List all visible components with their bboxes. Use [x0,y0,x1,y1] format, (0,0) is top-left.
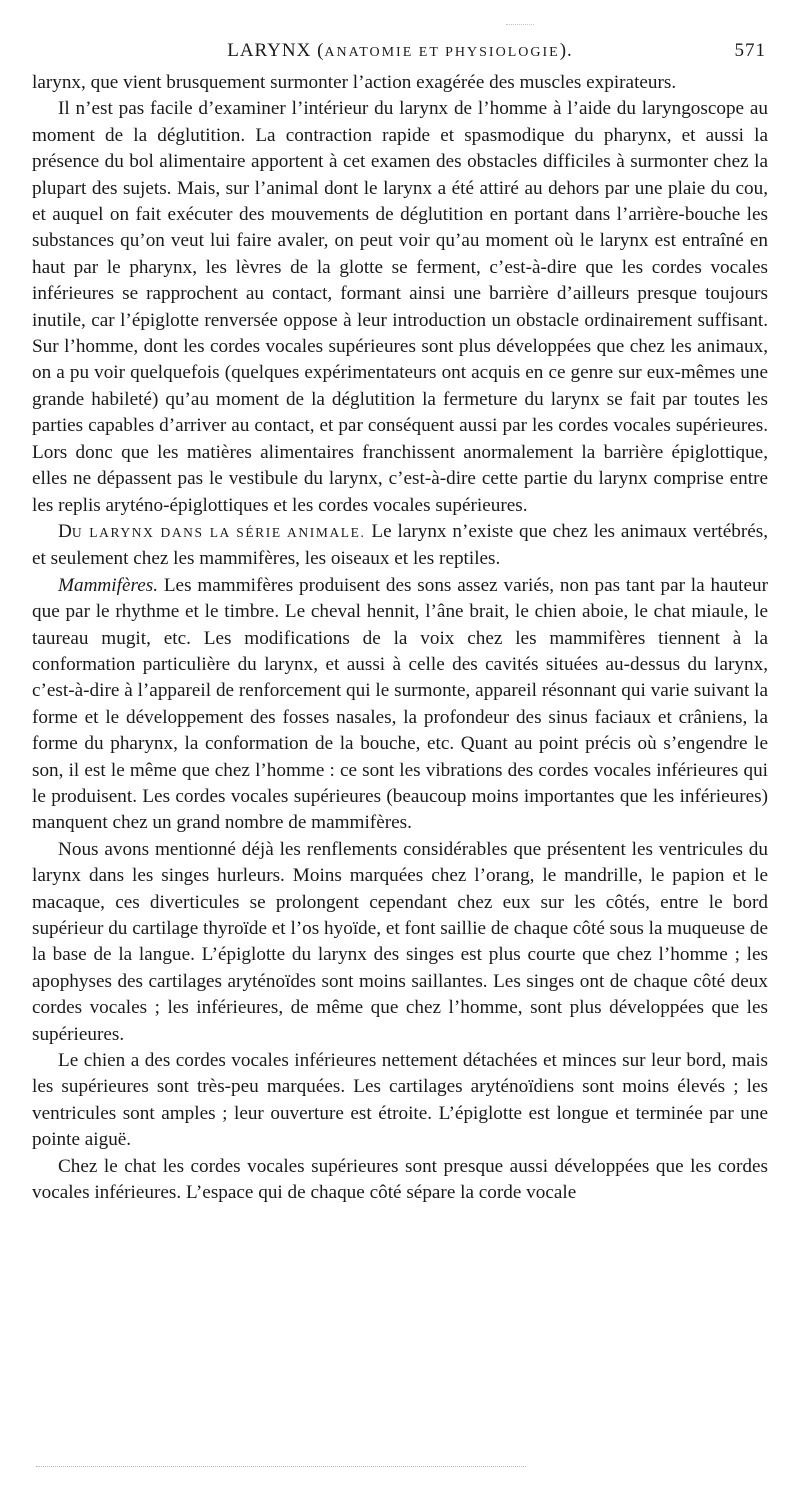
footer-print-artifact [36,1466,526,1467]
paragraph-5: Nous avons mentionné déjà les renflements considérables que présentent les ventricules du larynx dans les singes hurleurs. Moins marquées chez l’orang, le mandrille, le papion et le macaque, ces diverticules se prolongent cependant chez eux sur les côtés, entre le bord supérieur du cartilage thyroïde et l’os hyoïde, et font saillie de chaque côté sous la muqueuse de la base de la langue. L’épiglotte du larynx des singes est plus courte que chez l’homme ; les apophyses des cartilages aryténoïdes sont moins saillantes. Les singes ont de chaque côté deux cordes vocales ; les inférieures, de même que chez l’homme, sont plus développées que les supérieures. [32,838,768,1045]
running-head [32,40,768,70]
paragraph-7: Chez le chat les cordes vocales supérieures sont presque aussi développées que les cordes vocales inférieures. L’espace qui de chaque côté sépare la corde vocale [32,1155,768,1204]
subsection-heading: Mammifères. [58,574,159,596]
paragraph-3-text: Le larynx n’existe que chez les animaux vertébrés, et seulement chez les mammifères, les oiseaux et les reptiles. [32,520,768,570]
running-title-close: ). [559,40,573,61]
paragraph-2: Il n’est pas facile d’examiner l’intérieur du larynx de l’homme à l’aide du laryngoscope au moment de la déglutition. La contraction rapide et spasmodique du pharynx, et aussi la présence du bol alimentaire apportent à cet examen des obstacles difficiles à surmonter chez la plupart des sujets. Mais, sur l’animal dont le larynx a été attiré au dehors par une plaie du cou, et auquel on fait exécuter des mouvements de déglutition en portant dans l’arrière-bouche les substances qu’on veut lui faire avaler, on peut voir qu’au moment où le larynx est entraîné en haut par le pharynx, les lèvres de la glotte se ferment, c’est-à-dire que les cordes vocales inférieures se rapprochent au contact, formant ainsi une barrière d’ailleurs presque toujours inutile, car l’épiglotte renversée oppose à leur introduction un obstacle ordinairement suffisant. Sur l’homme, dont les cordes vocales supérieures sont plus développées que chez les animaux, on a pu voir quelquefois (quelques expérimentateurs ont acquis en ce genre sur eux-mêmes une grande habileté) qu’au moment de la déglutition la fermeture du larynx se fait par toutes les parties capables d’arriver au contact, et par conséquent aussi par les cordes vocales supérieures. Lors donc que les matières alimentaires franchissent anormalement la barrière épiglottique, elles ne dépassent pas le vestibule du larynx, c’est-à-dire cette partie du larynx comprise entre les replis aryténo-épiglottiques et les cordes vocales supérieures. [32,98,768,516]
section-heading: U LARYNX DANS LA SÉRIE ANIMALE. [71,524,366,540]
paragraph-3 [32,519,768,573]
paragraph-4-text: Les mammifères produisent des sons assez variés, non pas tant par la hauteur que par le rhythme et le timbre. Le cheval hennit, l’âne brait, le chien aboie, le chat miaule, le taureau mugit, etc. Les modifications de la voix chez les mammifères tiennent à la conformation particulière du larynx, et aussi à celle des cavités situées au-dessus du larynx, c’est-à-dire à l’appareil de renforcement qui le surmonte, appareil résonnant qui varie suivant la forme et le développement des fosses nasales, la profondeur des sinus faciaux et crâniens, la forme du pharynx, la conformation de la bouche, etc. Quant au point précis où s’engendre le son, il est le même que chez l’homme : ce sont les vibrations des cordes vocales inférieures qui le produisent. Les cordes vocales supérieures (beaucoup moins importantes que les inférieures) manquent chez un grand nombre de mammifères. [32,574,768,834]
running-title [32,40,768,62]
section-heading-initial: D [58,520,72,542]
running-title-subtitle: ANATOMIE ET PHYSIOLOGIE [324,45,560,60]
book-page [32,40,768,1206]
body-text [32,70,768,1206]
page-number: 571 [734,40,766,61]
running-title-main: LARYNX ( [227,40,325,61]
paragraph-4 [32,573,768,837]
paragraph-6: Le chien a des cordes vocales inférieures nettement détachées et minces sur leur bord, mais les supérieures sont très-peu marquées. Les cartilages aryténoïdiens sont moins élevés ; les ventricules sont amples ; leur ouverture est étroite. L’épiglotte est longue et terminée par une pointe aiguë. [32,1050,768,1151]
print-artifact-mark [506,24,534,25]
paragraph-1: larynx, que vient brusquement surmonter l’action exagérée des muscles expirateurs. [32,72,677,93]
